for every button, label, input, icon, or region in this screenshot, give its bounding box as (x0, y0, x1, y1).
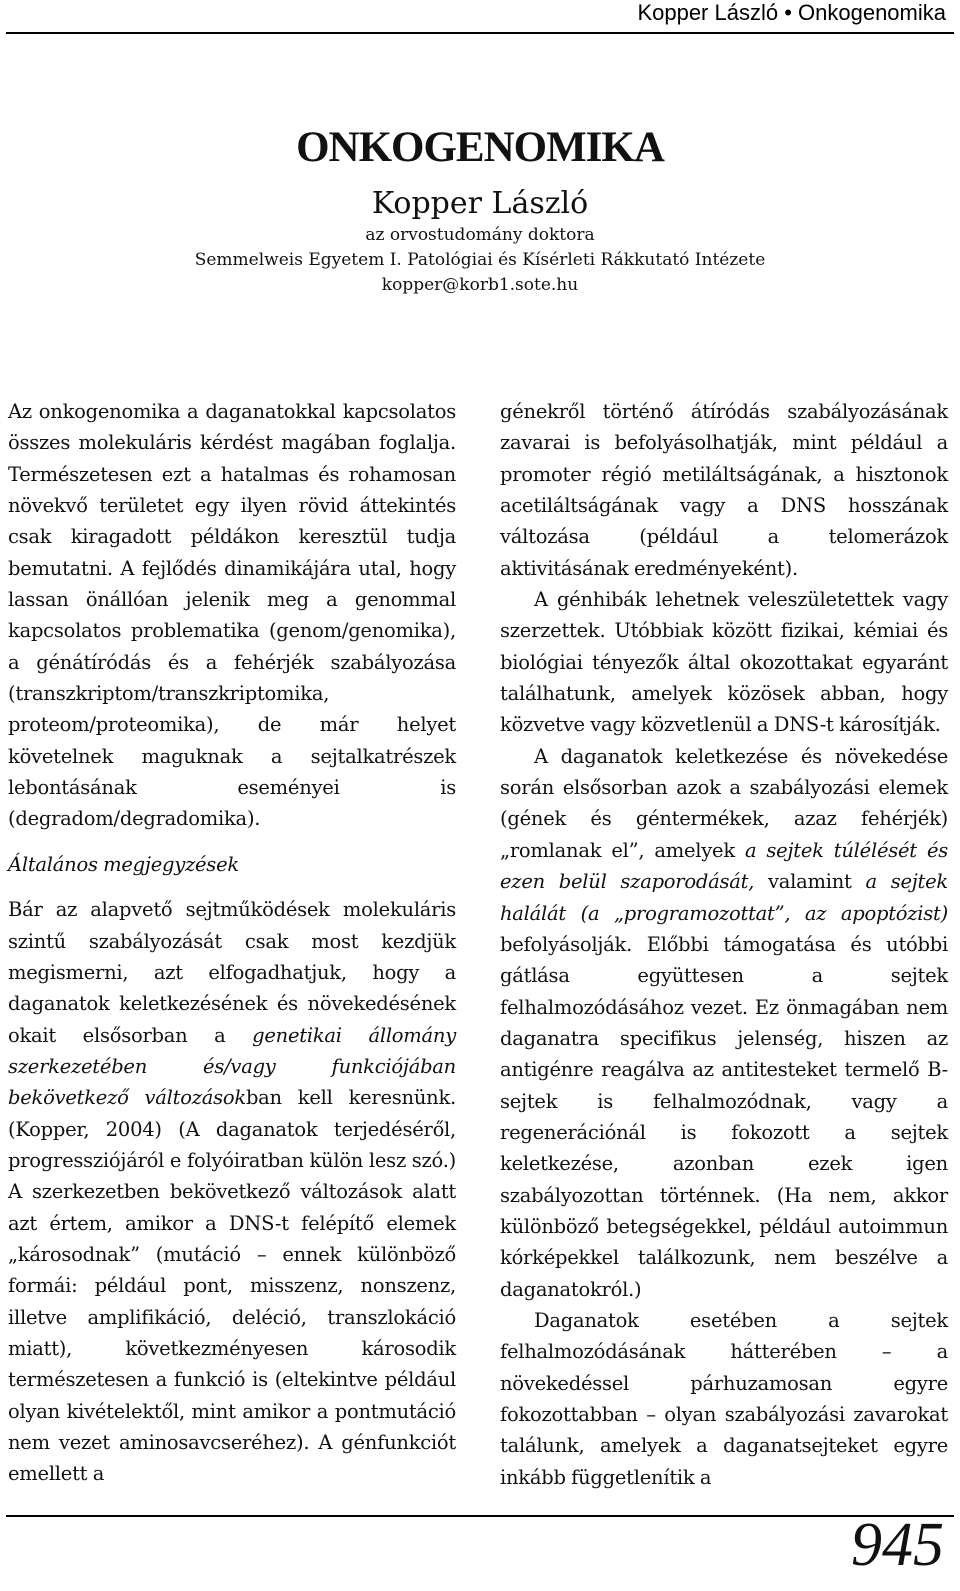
emphasis-text: genetikai állomány szerkezetében és/vagy funkciójában bekövetkező változások (8, 1023, 456, 1110)
section-subheading: Általános megjegyzések (8, 852, 239, 876)
left-column (8, 396, 456, 1490)
continued-paragraph: génekről történő átíródás szabályozásának zavarai is befolyásolhatják, mint például a promoter régió metiláltságának, a hisztonok acetiláltságának vagy a DNS hosszának változása (például a telomerázok aktivitásának eredményeként). (500, 400, 948, 580)
general-notes-paragraph (8, 894, 456, 1490)
author-degree: az orvostudomány doktora (365, 225, 595, 245)
author-name: Kopper László (371, 186, 589, 221)
paragraph-tumor-cells: Daganatok esetében a sejtek felhalmozódásának hátterében – a növekedéssel párhuzamosan egyre fokozottabban – olyan szabályozási zavarokat találunk, amelyek a daganatsejteket egyre inkább függetlenítik a (500, 1308, 948, 1489)
footer-rule (6, 1515, 954, 1517)
text-run: valamint (754, 870, 866, 894)
text-run: ban kell keresnünk. (Kopper, 2004) (A daganatok terjedéséről, progressziójáról e folyóiratban külön lesz szó.) A szerkezetben bekövetkező változások alatt azt értem, amikor a DNS-t felépítő elemek „károsodnak” (mutáció – ennek különböző formái: például pont, misszenz, nonszenz, illetve amplifikáció, deléció, transzlokáció miatt), következményesen károsodik természetesen a funkció is (eltekintve például olyan kivételektől, mint amikor a pontmutáció nem vezet aminosavcseréhez). A génfunkciót emellett a (8, 1086, 456, 1486)
intro-paragraph: Az onkogenomika a daganatokkal kapcsolatos összes molekuláris kérdést magában foglalja. Természetesen ezt a hatalmas és rohamosan növekvő területet egy ilyen rövid áttekintés csak kiragadott példákon keresztül tudja bemutatni. A fejlődés dinamikájára utal, hogy lassan önállóan jelenik meg a genommal kapcsolatos problematika (genom/genomika), a génátíródás és a fehérjék szabályozása (transzkriptom/transzkriptomika, proteom/proteomika), de már helyet követelnek maguknak a sejtalkatrészek lebontásának eseményei is (degradom/degradomika). (8, 400, 456, 831)
title-block (0, 126, 960, 298)
article-title: ONKOGENOMIKA (296, 124, 664, 171)
text-run: Bár az alapvető sejtműködések molekuláris szintű szabályozását csak most kezdjük megismerni, azt elfogadhatjuk, hogy a daganatok keletkezésének és növekedésének okait elsősorban a (8, 898, 456, 1047)
page-number: 945 (851, 1511, 944, 1579)
paragraph-tumor-growth (500, 741, 948, 1305)
header-rule (6, 32, 954, 34)
emphasis-text: a sejtek halálát (a „programozottat”, az apoptózist) (500, 870, 948, 925)
author-email[interactable]: kopper@korb1.sote.hu (381, 275, 579, 295)
author-affiliation: Semmelweis Egyetem I. Patológiai és Kísérleti Rákkutató Intézete (194, 250, 766, 270)
text-run: befolyásolják. Előbbi támogatása és utóbbi gátlása együttesen a sejtek felhalmozódásához vezet. Ez önmagában nem daganatra specifikus jelenség, hiszen az antigénre reagálva az antitesteket termelő B-sejtek is felhalmozódnak, vagy a regenerációnál is fokozott a sejtek keletkezése, azonban ezek igen szabályozottan történnek. (Ha nem, akkor különböző betegségekkel, például autoimmun kórképekkel találkozunk, nem beszélve a daganatokról.) (500, 932, 948, 1301)
paragraph-gene-defects: A génhibák lehetnek veleszületettek vagy szerzettek. Utóbbiak között fizikai, kémiai és biológiai tényezők által okozottakat egyaránt találhatunk, amelyek közösek abban, hogy közvetve vagy közvetlenül a DNS-t károsítják. (500, 588, 948, 737)
text-run: A daganatok keletkezése és növekedése során elsősorban azok a szabályozási elemek (gének és géntermékek, azaz fehérjék) „romlanak el”, amelyek (500, 744, 948, 862)
emphasis-text: a sejtek túlélését és ezen belül szaporodását, (500, 838, 948, 894)
right-column (500, 396, 948, 1493)
running-header: Kopper László • Onkogenomika (637, 0, 946, 25)
